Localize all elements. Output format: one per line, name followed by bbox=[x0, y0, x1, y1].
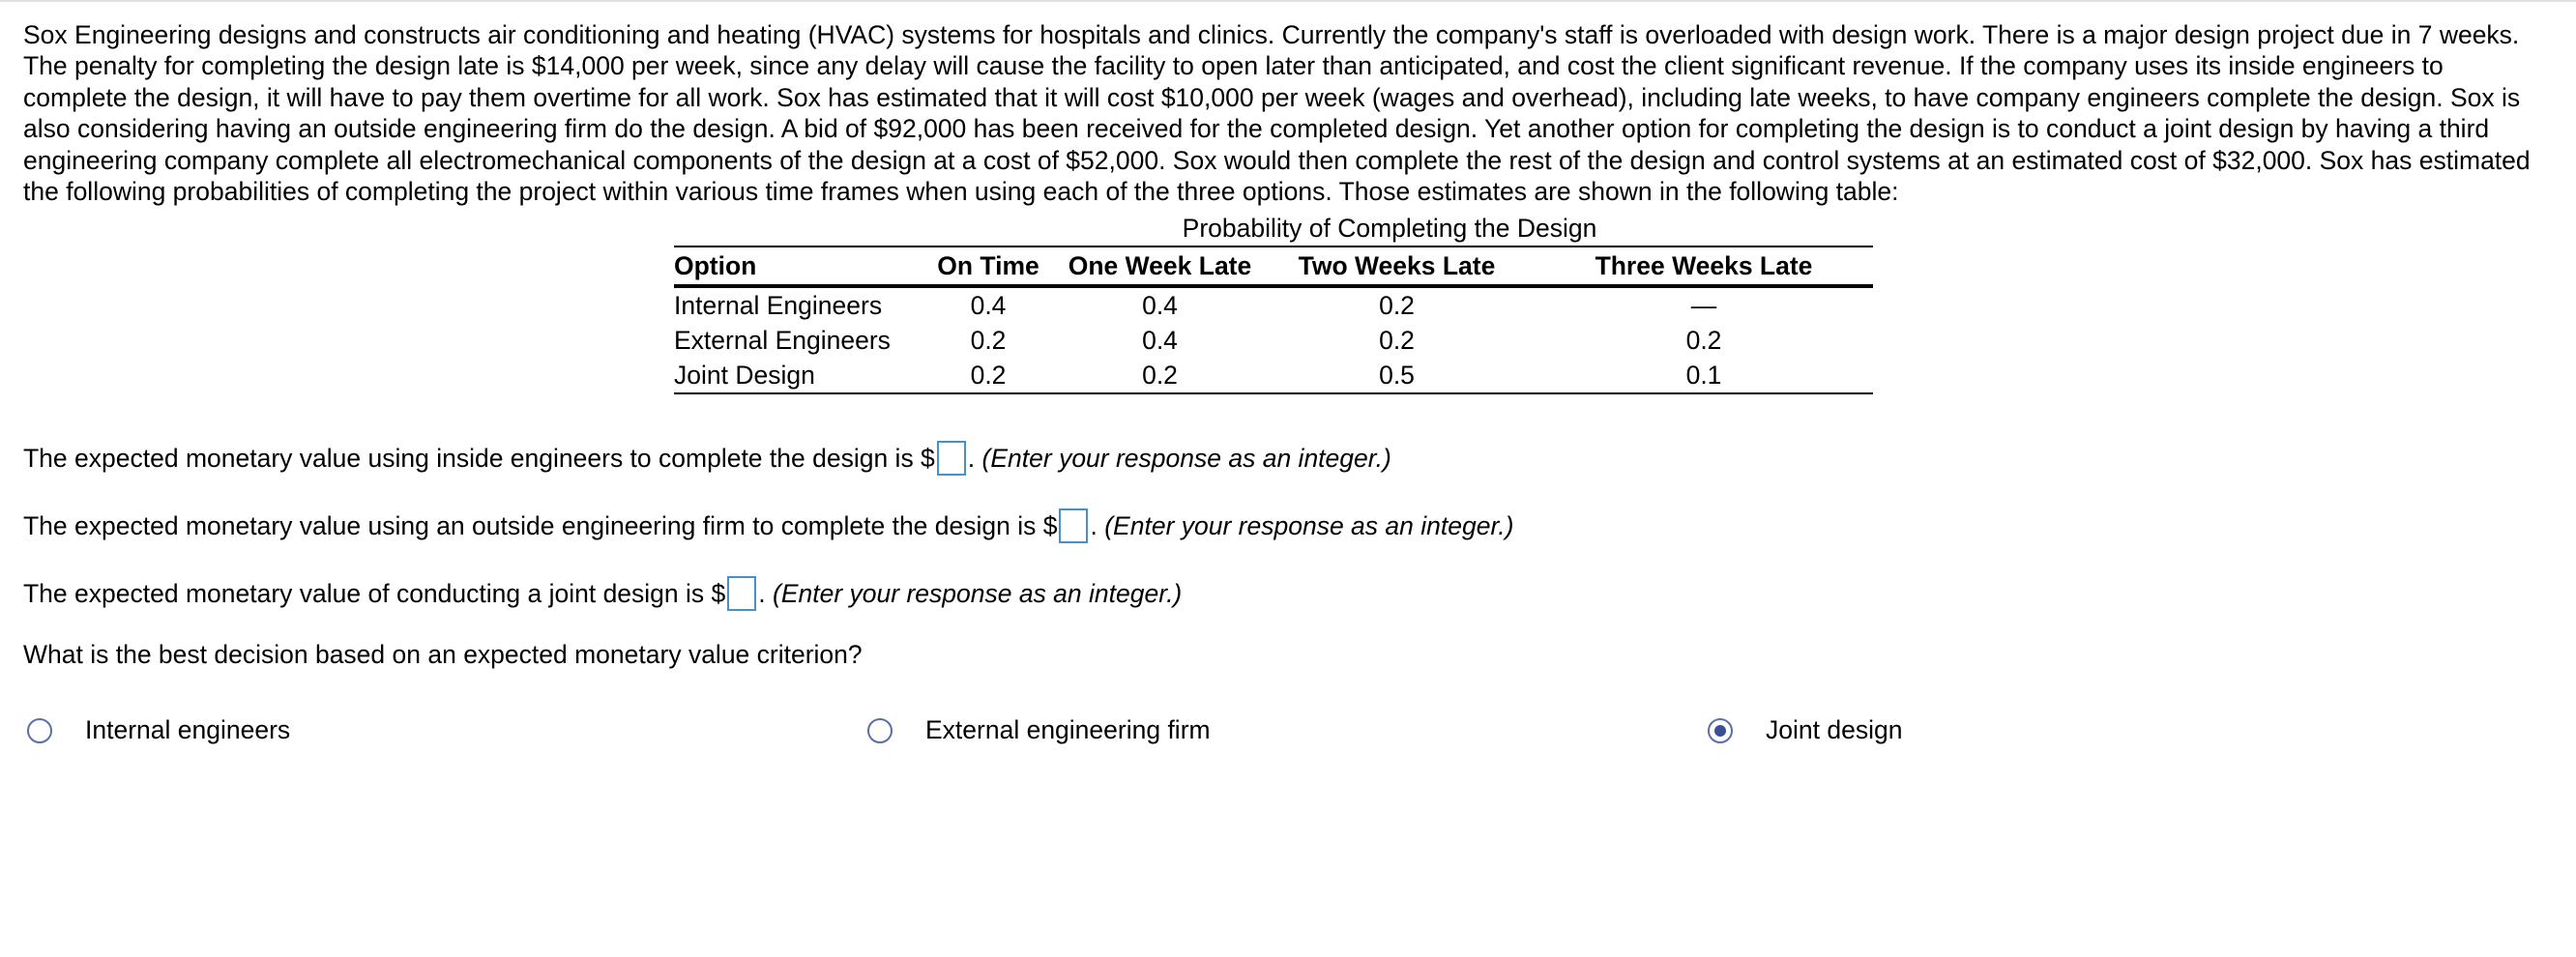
cell-one-week: 0.4 bbox=[1142, 290, 1178, 320]
cell-option: External Engineers bbox=[674, 325, 891, 355]
option-label: Joint design bbox=[1766, 715, 1903, 744]
joint-emv-input[interactable] bbox=[727, 576, 756, 611]
question-text: The expected monetary value using an outside engineering firm to complete the design is $ bbox=[23, 510, 1058, 540]
internal-emv-input[interactable] bbox=[937, 441, 966, 476]
question-text: The expected monetary value using inside engineers to complete the design is $ bbox=[23, 443, 935, 473]
instruction-text: (Enter your response as an integer.) bbox=[981, 443, 1391, 473]
cell-option: Internal Engineers bbox=[674, 290, 883, 320]
cell-on-time: 0.2 bbox=[970, 360, 1007, 390]
external-emv-input[interactable] bbox=[1059, 508, 1088, 543]
question-text: What is the best decision based on an expected monetary value criterion? bbox=[23, 640, 863, 669]
radio-internal[interactable] bbox=[27, 718, 52, 743]
cell-two-weeks: 0.5 bbox=[1379, 360, 1415, 390]
option-label: External engineering firm bbox=[925, 715, 1211, 744]
radio-joint[interactable] bbox=[1708, 718, 1733, 743]
header-one-week-late: One Week Late bbox=[1068, 250, 1252, 280]
cell-one-week: 0.2 bbox=[1142, 360, 1178, 390]
cell-three-weeks: 0.1 bbox=[1685, 360, 1722, 390]
question-best-decision bbox=[23, 640, 863, 670]
header-option: Option bbox=[674, 250, 757, 280]
cell-three-weeks: 0.2 bbox=[1685, 325, 1722, 355]
instruction-text: (Enter your response as an integer.) bbox=[773, 578, 1183, 608]
option-joint-design[interactable] bbox=[1708, 715, 1902, 745]
header-three-weeks-late: Three Weeks Late bbox=[1595, 250, 1813, 280]
table-row bbox=[674, 358, 1873, 393]
probability-table-container bbox=[674, 211, 1873, 394]
header-on-time: On Time bbox=[937, 250, 1039, 280]
question-text: The expected monetary value of conducting a joint design is $ bbox=[23, 578, 726, 608]
period: . bbox=[967, 443, 976, 473]
table-row bbox=[674, 323, 1873, 358]
option-external-firm[interactable] bbox=[867, 715, 1211, 745]
question-joint-emv bbox=[23, 576, 1182, 611]
cell-on-time: 0.2 bbox=[970, 325, 1007, 355]
cell-three-weeks: — bbox=[1690, 290, 1717, 320]
table-header-row bbox=[674, 246, 1873, 286]
radio-external[interactable] bbox=[867, 718, 893, 743]
question-internal-emv bbox=[23, 441, 1391, 476]
question-external-emv bbox=[23, 508, 1513, 543]
cell-one-week: 0.4 bbox=[1142, 325, 1178, 355]
period: . bbox=[1090, 510, 1098, 540]
problem-section bbox=[23, 19, 2547, 207]
header-two-weeks-late: Two Weeks Late bbox=[1298, 250, 1496, 280]
cell-two-weeks: 0.2 bbox=[1379, 325, 1415, 355]
top-border bbox=[0, 0, 2576, 2]
probability-table bbox=[674, 246, 1873, 394]
cell-two-weeks: 0.2 bbox=[1379, 290, 1415, 320]
table-row bbox=[674, 286, 1873, 323]
instruction-text: (Enter your response as an integer.) bbox=[1104, 510, 1514, 540]
cell-on-time: 0.4 bbox=[970, 290, 1007, 320]
problem-statement: Sox Engineering designs and constructs air conditioning and heating (HVAC) systems for hospitals and clinics. Currently the company's staff is overloaded with design work. There is a major design project due in 7 weeks. The penalty for completing the design late is $14,000 per week, since any delay will cause the facility to open later than anticipated, and cost the client significant revenue. If the company uses its inside engineers to complete the design, it will have to pay them overtime for all work. Sox has estimated that it will cost $10,000 per week (wages and overhead), including late weeks, to have company engineers complete the design. Sox is also considering having an outside engineering firm do the design. A bid of $92,000 has been received for the completed design. Yet another option for completing the design is to conduct a joint design by having a third engineering company complete all electromechanical components of the design at a cost of $52,000. Sox would then complete the rest of the design and control systems at an estimated cost of $32,000. Sox has estimated the following probabilities of completing the project within various time frames when using each of the three options. Those estimates are shown in the following table: bbox=[23, 20, 2531, 207]
option-label: Internal engineers bbox=[85, 715, 291, 744]
table-caption: Probability of Completing the Design bbox=[1182, 214, 1597, 243]
cell-option: Joint Design bbox=[674, 360, 815, 390]
option-internal-engineers[interactable] bbox=[27, 715, 290, 745]
period: . bbox=[758, 578, 766, 608]
